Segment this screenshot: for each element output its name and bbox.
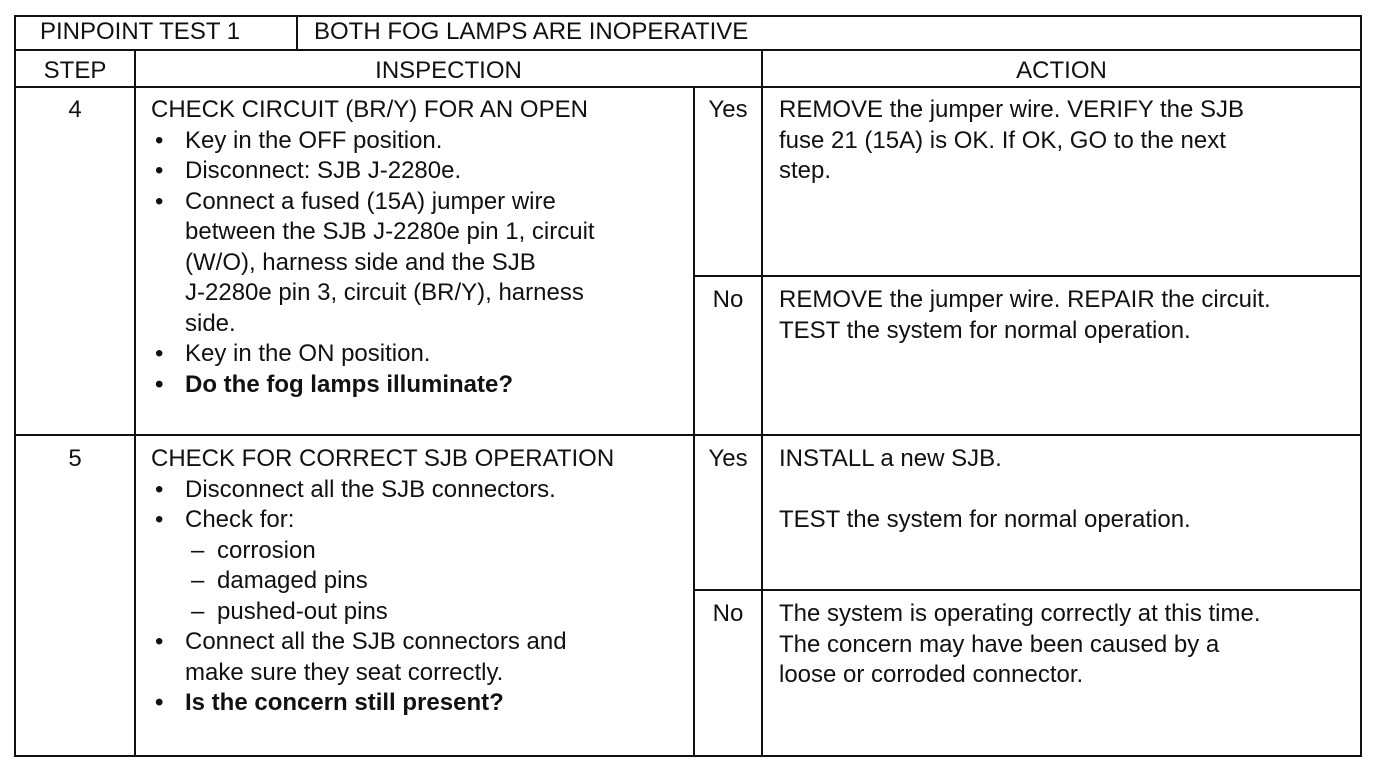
column-header-step: STEP — [43, 57, 107, 84]
list-item: • Connect a fused (15A) jumper wire — [151, 187, 595, 218]
yes-label: Yes — [708, 445, 748, 472]
inspection-cell — [151, 444, 614, 719]
no-label: No — [712, 286, 744, 313]
test-label: PINPOINT TEST 1 — [40, 18, 241, 45]
rule-header-divider — [296, 15, 298, 51]
rule-right — [1360, 15, 1362, 757]
list-item-continuation: J-2280e pin 3, circuit (BR/Y), harness — [185, 279, 584, 306]
list-item: • Key in the OFF position. — [151, 126, 595, 157]
list-subitem: – pushed-out pins — [151, 597, 614, 628]
list-item-continuation: (W/O), harness side and the SJB — [185, 248, 536, 276]
rule-action-divider — [761, 49, 763, 757]
inspection-title: CHECK FOR CORRECT SJB OPERATION — [151, 445, 615, 472]
inspection-list — [151, 126, 595, 401]
rule-step4-yes-no — [694, 275, 1362, 277]
rule-step4-bottom — [14, 434, 1362, 436]
list-item: • Check for: — [151, 505, 614, 536]
no-action — [779, 599, 1261, 691]
step-number: 4 — [68, 96, 82, 123]
action-line: REMOVE the jumper wire. REPAIR the circuit. — [779, 286, 1271, 313]
list-item: • Key in the ON position. — [151, 339, 595, 370]
action-line: step. — [779, 157, 832, 184]
list-item: • Disconnect: SJB J-2280e. — [151, 156, 595, 187]
action-line: loose or corroded connector. — [779, 661, 1084, 688]
yes-action — [779, 444, 1191, 535]
list-item: • Connect all the SJB connectors and — [151, 627, 614, 658]
rule-left — [14, 15, 16, 757]
inspection-question: • Do the fog lamps illuminate? — [151, 370, 595, 401]
column-header-inspection: INSPECTION — [375, 57, 522, 84]
inspection-title: CHECK CIRCUIT (BR/Y) FOR AN OPEN — [151, 96, 588, 123]
action-line: INSTALL a new SJB. — [779, 445, 1002, 472]
inspection-question: • Is the concern still present? — [151, 688, 614, 719]
rule-header-bottom — [14, 49, 1362, 51]
action-line: The system is operating correctly at this time. — [779, 600, 1261, 627]
action-line: TEST the system for normal operation. — [779, 505, 1191, 533]
list-item-continuation: between the SJB J-2280e pin 1, circuit — [185, 218, 595, 245]
yes-label: Yes — [708, 96, 748, 123]
list-item-continuation: side. — [185, 309, 236, 337]
action-line: The concern may have been caused by a — [779, 630, 1220, 658]
action-line: REMOVE the jumper wire. VERIFY the SJB — [779, 96, 1245, 123]
list-item: • Disconnect all the SJB connectors. — [151, 475, 614, 506]
list-item-continuation: make sure they seat correctly. — [185, 658, 504, 686]
rule-step-divider — [134, 49, 136, 757]
no-label: No — [712, 600, 744, 627]
test-title: BOTH FOG LAMPS ARE INOPERATIVE — [314, 18, 749, 45]
list-subitem: – damaged pins — [151, 566, 614, 597]
list-subitem: – corrosion — [151, 536, 614, 567]
yes-action — [779, 95, 1244, 187]
inspection-cell — [151, 95, 595, 400]
rule-step5-yes-no — [694, 589, 1362, 591]
action-line: fuse 21 (15A) is OK. If OK, GO to the next — [779, 126, 1226, 154]
no-action — [779, 285, 1271, 346]
action-line: TEST the system for normal operation. — [779, 316, 1191, 344]
inspection-list — [151, 475, 614, 719]
step-number: 5 — [68, 445, 82, 472]
rule-bottom — [14, 755, 1362, 757]
rule-inspection-divider — [693, 86, 695, 757]
column-header-action: ACTION — [1016, 57, 1107, 84]
